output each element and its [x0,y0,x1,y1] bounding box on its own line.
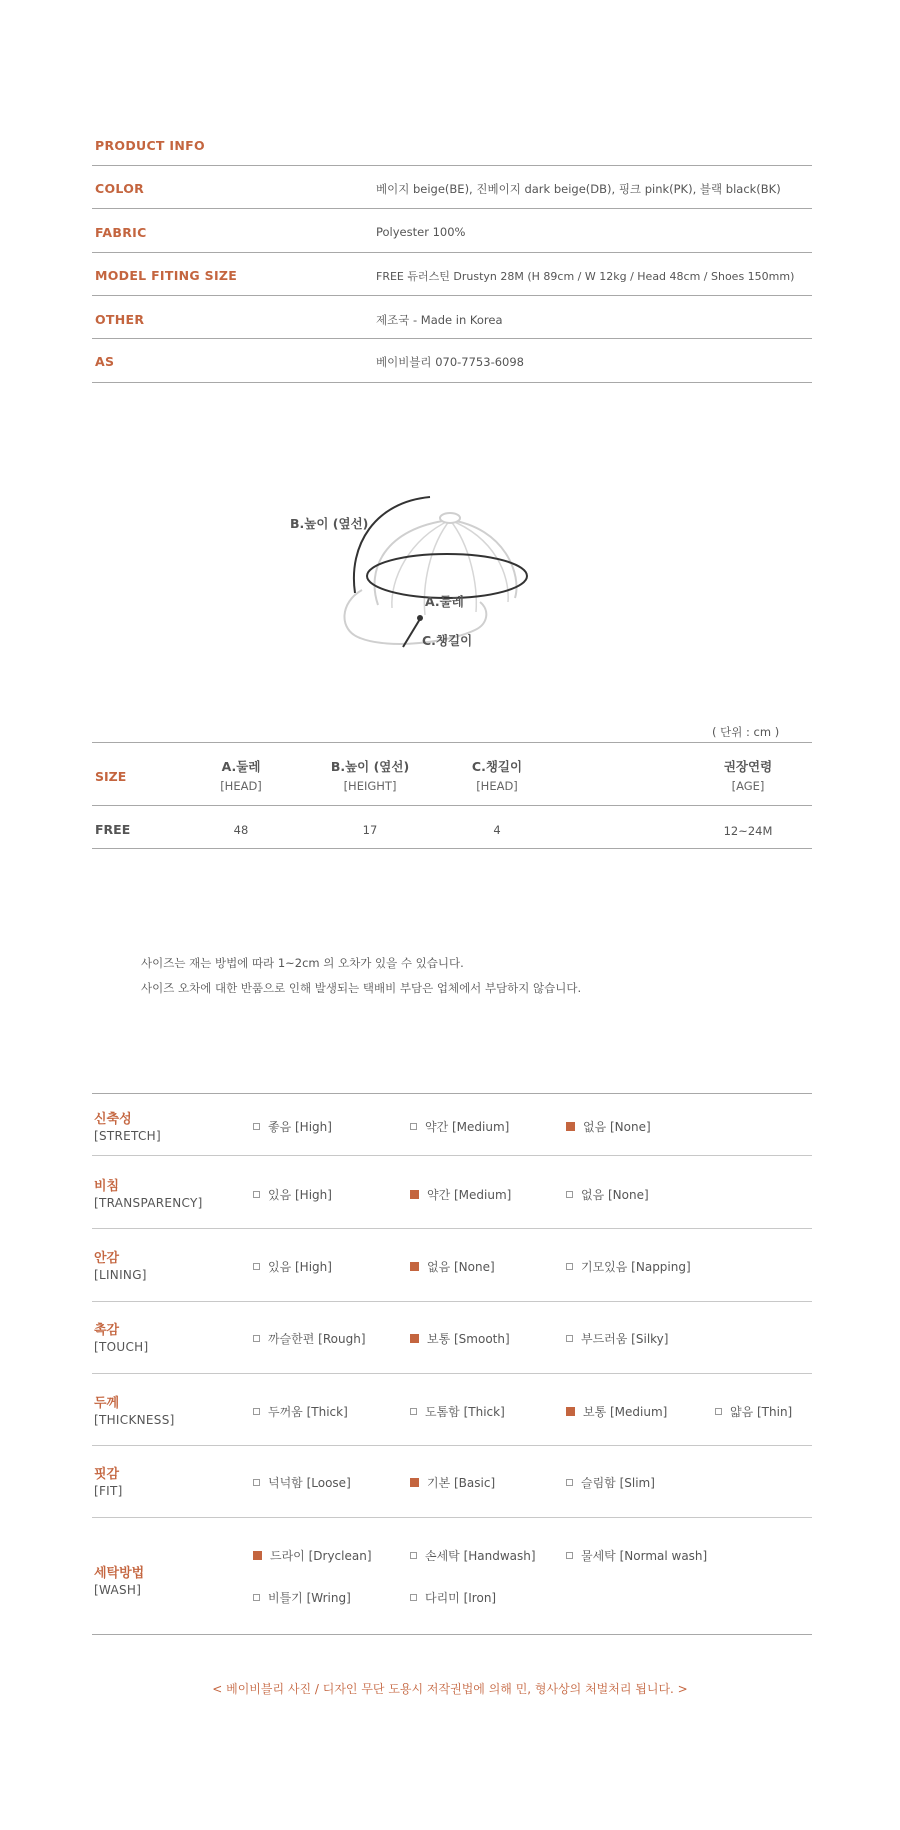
option-touch-smooth [410,1330,510,1347]
info-label-fabric: FABRIC [95,225,147,240]
size-header-en: [HEAD] [220,779,262,793]
attr-label-ko: 세탁방법 [94,1566,145,1581]
divider [92,252,812,253]
attr-label-en: [WASH] [94,1583,142,1597]
divider [92,165,812,166]
checkbox-icon [715,1408,722,1415]
info-label-other: OTHER [95,312,145,327]
size-header-en: [HEIGHT] [343,779,397,793]
size-unit-note: ( 단위 : cm ) [712,725,780,739]
option-label: 드라이 [Dryclean] [270,1549,372,1563]
option-touch-rough [253,1330,366,1347]
option-fit-slim [566,1474,655,1491]
attr-label-en: [TOUCH] [94,1340,149,1354]
divider [92,1373,812,1374]
option-label: 넉넉함 [Loose] [268,1476,351,1490]
info-value-as: 베이비블리 070-7753-6098 [376,355,524,369]
option-label: 얇음 [Thin] [730,1405,793,1419]
info-value-fabric: Polyester 100% [376,225,466,239]
checkbox-icon [566,1191,573,1198]
checkbox-checked-icon [410,1478,419,1487]
divider [92,1228,812,1229]
note-line: 사이즈는 재는 방법에 따라 1~2cm 의 오차가 있을 수 있습니다. [141,956,464,970]
divider [92,1093,812,1094]
divider [92,1445,812,1446]
option-wash-handwash [410,1547,536,1564]
checkbox-icon [410,1123,417,1130]
checkbox-icon [253,1191,260,1198]
checkbox-icon [566,1263,573,1270]
checkbox-icon [566,1552,573,1559]
size-header-ko: 권장연령 [723,759,773,774]
copyright-notice: < 베이비블리 사진 / 디자인 무단 도용시 저작권법에 의해 민, 형사상의 처벌처리 됩니다. > [212,1682,688,1696]
checkbox-checked-icon [566,1122,575,1131]
checkbox-checked-icon [566,1407,575,1416]
option-stretch-high [253,1118,332,1135]
size-header-en: [AGE] [731,779,765,793]
option-label: 비틀기 [Wring] [268,1591,351,1605]
option-label: 도톰함 [Thick] [425,1405,505,1419]
info-label-model-size: MODEL FITING SIZE [95,268,238,283]
attr-stretch [94,1108,161,1143]
option-label: 부드러움 [Silky] [581,1332,669,1346]
checkbox-checked-icon [410,1334,419,1343]
size-notes [141,955,581,1005]
option-label: 좋음 [High] [268,1120,332,1134]
option-touch-silky [566,1330,668,1347]
size-value-circumference: 48 [233,823,249,837]
info-value-color: 베이지 beige(BE), 진베이지 dark beige(DB), 핑크 pink(PK), 블랙 black(BK) [376,182,781,196]
size-header-ko: C.챙길이 [471,759,523,774]
size-header-ko: A.둘레 [221,759,261,774]
option-thickness-thick [253,1403,348,1420]
divider [92,742,812,743]
option-label: 슬림함 [Slim] [581,1476,655,1490]
option-label: 있음 [High] [268,1188,332,1202]
option-wash-normal [566,1547,707,1564]
option-label: 기본 [Basic] [427,1476,496,1490]
option-label: 없음 [None] [581,1188,649,1202]
option-transparency-medium [410,1186,511,1203]
option-label: 있음 [High] [268,1260,332,1274]
size-value-brim: 4 [493,823,501,837]
option-label: 까슬한편 [Rough] [268,1332,366,1346]
info-label-as: AS [95,354,115,369]
size-value-age: 12~24M [723,824,773,838]
diagram-label-brim: C.챙길이 [422,633,473,648]
attr-touch [94,1319,148,1354]
checkbox-checked-icon [410,1190,419,1199]
checkbox-icon [253,1408,260,1415]
option-lining-none [410,1258,495,1275]
checkbox-icon [566,1479,573,1486]
checkbox-checked-icon [253,1551,262,1560]
option-label: 약간 [Medium] [425,1120,510,1134]
option-label: 다리미 [Iron] [425,1591,497,1605]
option-label: 손세탁 [Handwash] [425,1549,536,1563]
option-lining-napping [566,1258,691,1275]
info-value-model-size: FREE 듀러스틴 Drustyn 28M (H 89cm / W 12kg / Head 48cm / Shoes 150mm) [376,270,795,283]
checkbox-icon [410,1594,417,1601]
size-header-ko: B.높이 (옆선) [330,759,410,774]
attr-thickness [94,1392,175,1427]
divider [92,1155,812,1156]
size-header-brim [417,757,577,793]
option-lining-high [253,1258,332,1275]
attr-label-en: [FIT] [94,1484,123,1498]
option-label: 약간 [Medium] [427,1188,512,1202]
checkbox-icon [253,1263,260,1270]
option-label: 보통 [Medium] [583,1405,668,1419]
attr-label-ko: 촉감 [94,1323,120,1338]
checkbox-icon [410,1408,417,1415]
divider [92,1301,812,1302]
attr-transparency [94,1175,203,1210]
product-info-title: PRODUCT INFO [95,138,205,153]
attr-label-ko: 두께 [94,1396,120,1411]
checkbox-icon [253,1479,260,1486]
divider [92,1517,812,1518]
option-label: 보통 [Smooth] [427,1332,510,1346]
option-transparency-high [253,1186,332,1203]
checkbox-icon [566,1335,573,1342]
divider [92,338,812,339]
option-label: 없음 [None] [583,1120,651,1134]
note-line: 사이즈 오차에 대한 반품으로 인해 발생되는 택배비 부담은 업체에서 부담하지 않습니다. [141,981,582,995]
info-label-color: COLOR [95,181,145,196]
size-header-en: [HEAD] [476,779,518,793]
checkbox-icon [253,1123,260,1130]
option-fit-loose [253,1474,351,1491]
attr-fit [94,1463,123,1498]
option-label: 기모있음 [Napping] [581,1260,691,1274]
attr-label-ko: 신축성 [94,1112,132,1127]
divider [92,805,812,806]
size-label: SIZE [95,769,127,784]
option-label: 없음 [None] [427,1260,495,1274]
option-fit-basic [410,1474,495,1491]
size-header-age [668,757,828,793]
attr-label-en: [THICKNESS] [94,1413,175,1427]
option-thickness-thickish [410,1403,505,1420]
option-label: 물세탁 [Normal wash] [581,1549,708,1563]
divider [92,382,812,383]
checkbox-checked-icon [410,1262,419,1271]
attr-wash [94,1562,144,1597]
option-wash-dryclean [253,1547,372,1564]
option-transparency-none [566,1186,649,1203]
attr-label-ko: 비침 [94,1179,120,1194]
attr-label-ko: 핏감 [94,1467,120,1482]
diagram-label-circumference: A.둘레 [425,594,464,609]
checkbox-icon [253,1594,260,1601]
option-label: 두꺼움 [Thick] [268,1405,348,1419]
checkbox-icon [410,1552,417,1559]
option-thickness-medium [566,1403,667,1420]
diagram-label-height: B.높이 (옆선) [290,516,369,531]
option-stretch-medium [410,1118,509,1135]
divider [92,1634,812,1635]
option-wash-wring [253,1589,351,1606]
divider [92,848,812,849]
attr-label-en: [STRETCH] [94,1129,161,1143]
option-wash-iron [410,1589,496,1606]
divider [92,208,812,209]
checkbox-icon [253,1335,260,1342]
size-value-height: 17 [362,823,378,837]
attr-label-en: [LINING] [94,1268,147,1282]
option-stretch-none [566,1118,651,1135]
attr-label-en: [TRANSPARENCY] [94,1196,203,1210]
option-thickness-thin [715,1403,792,1420]
attr-lining [94,1247,147,1282]
divider [92,295,812,296]
attr-label-ko: 안감 [94,1251,120,1266]
info-value-other: 제조국 - Made in Korea [376,313,503,327]
size-row-label: FREE [95,822,131,837]
